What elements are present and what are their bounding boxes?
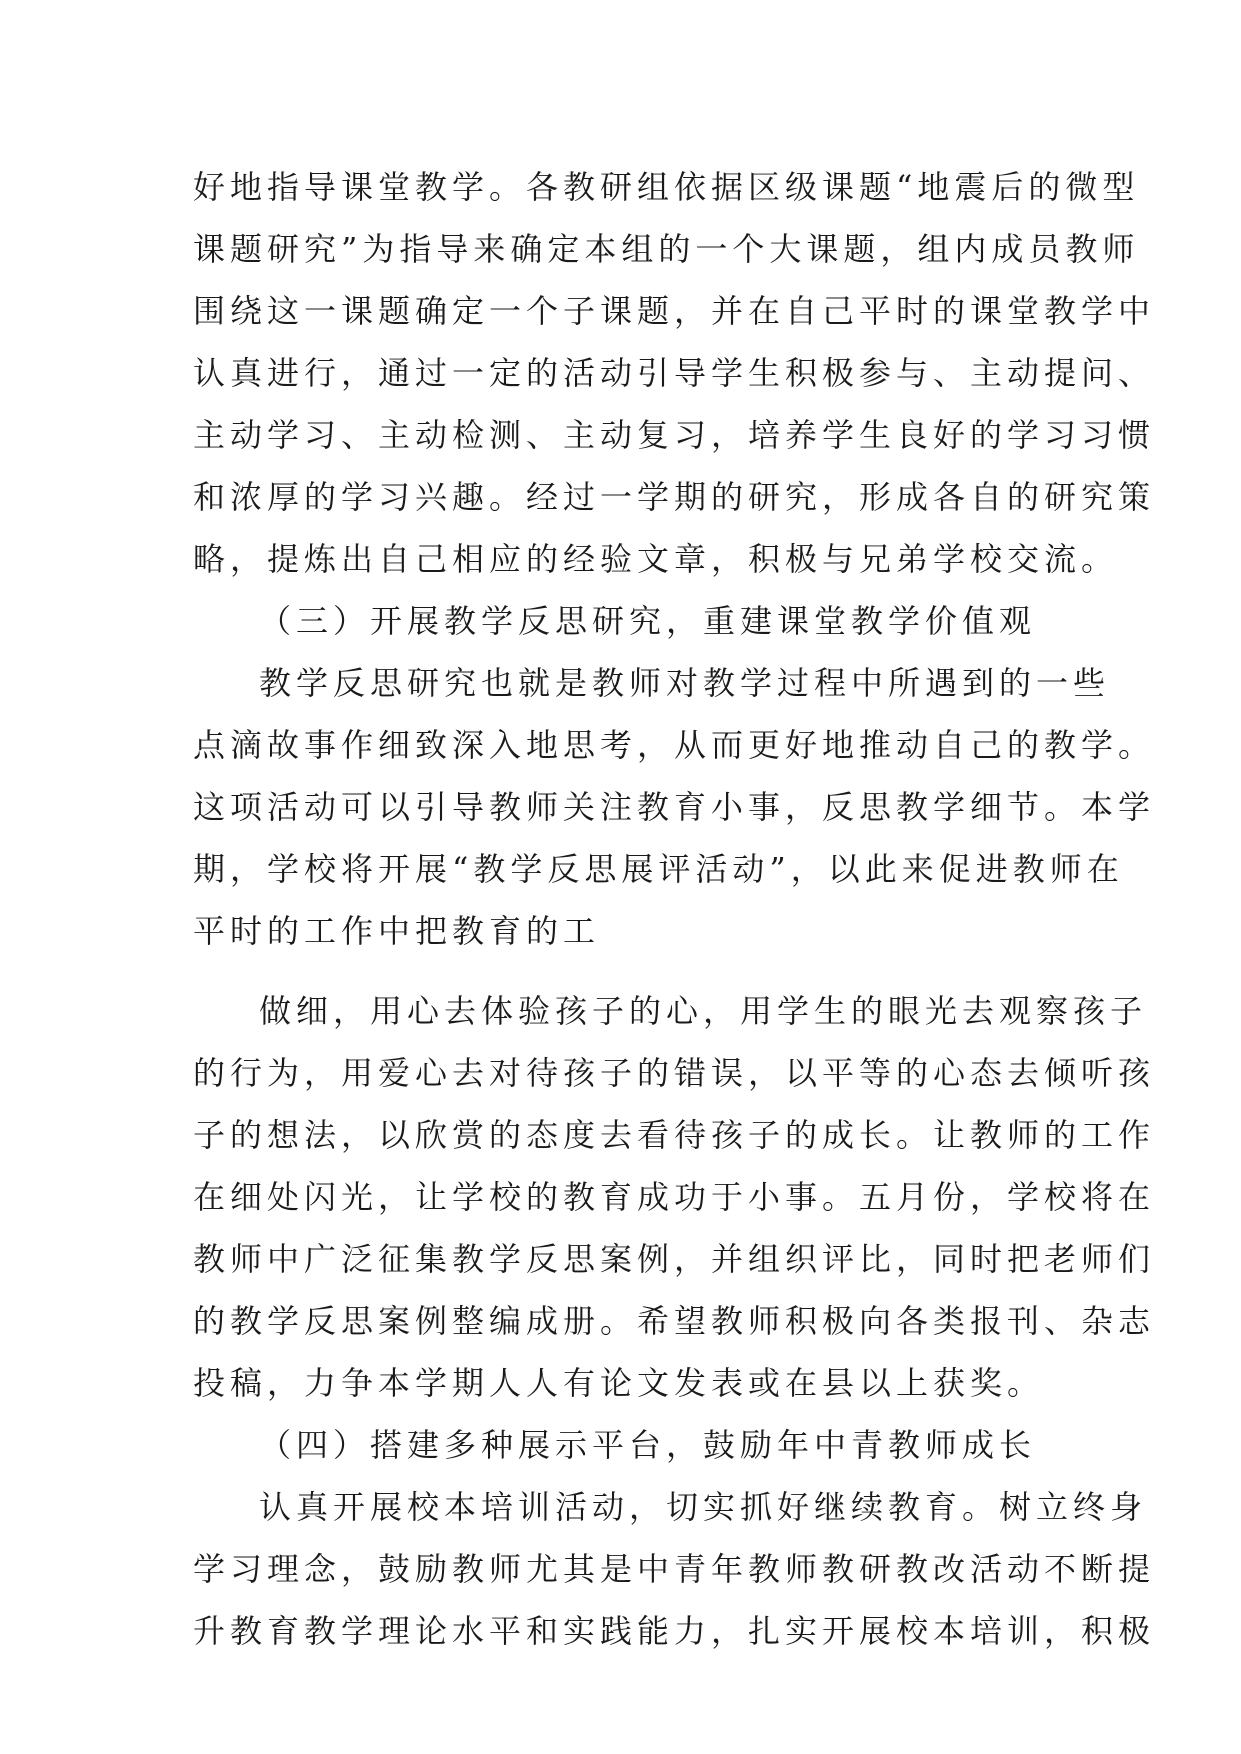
text-line: 课题研究”为指导来确定本组的一个大课题，组内成员教师 [193,230,1140,268]
text-line: 的行为，用爱心去对待孩子的错误，以平等的心态去倾听孩 [193,1054,1156,1092]
text-line: 围绕这一课题确定一个子课题，并在自己平时的课堂教学中 [193,292,1156,330]
text-line: 的教学反思案例整编成册。希望教师积极向各类报刊、杂志 [193,1302,1156,1340]
text-line: 这项活动可以引导教师关注教育小事，反思教学细节。本学 [193,788,1156,826]
text-line: 教师中广泛征集教学反思案例，并组织评比，同时把老师们 [193,1240,1156,1278]
text-line: 好地指导课堂教学。各教研组依据区级课题“地震后的微型 [193,168,1140,206]
section-heading-4: （四）搭建多种展示平台，鼓励年中青教师成长 [259,1426,1037,1464]
text-line: 学习理念，鼓励教师尤其是中青年教师教研教改活动不断提 [193,1550,1156,1588]
text-line: 平时的工作中把教育的工 [193,912,601,950]
text-line: 在细处闪光，让学校的教育成功于小事。五月份，学校将在 [193,1178,1156,1216]
text-line: 略，提炼出自己相应的经验文章，积极与兄弟学校交流。 [193,540,1119,578]
paragraph-start: 做细，用心去体验孩子的心，用学生的眼光去观察孩子 [259,992,1148,1030]
paragraph-start: 认真开展校本培训活动，切实抓好继续教育。树立终身 [259,1488,1148,1526]
section-heading-3: （三）开展教学反思研究，重建课堂教学价值观 [259,602,1037,640]
text-line: 点滴故事作细致深入地思考，从而更好地推动自己的教学。 [193,726,1156,764]
text-line: 和浓厚的学习兴趣。经过一学期的研究，形成各自的研究策 [193,478,1156,516]
paragraph-start: 教学反思研究也就是教师对教学过程中所遇到的一些 [259,664,1111,702]
text-line: 期，学校将开展“教学反思展评活动”，以此来促进教师在 [193,850,1124,888]
text-line: 升教育教学理论水平和实践能力，扎实开展校本培训，积极 [193,1612,1156,1650]
text-line: 子的想法，以欣赏的态度去看待孩子的成长。让教师的工作 [193,1116,1156,1154]
body-text [193,156,1156,1662]
text-line: 主动学习、主动检测、主动复习，培养学生良好的学习习惯 [193,416,1156,454]
text-line: 认真进行，通过一定的活动引导学生积极参与、主动提问、 [193,354,1156,392]
text-line: 投稿，力争本学期人人有论文发表或在县以上获奖。 [193,1364,1045,1402]
